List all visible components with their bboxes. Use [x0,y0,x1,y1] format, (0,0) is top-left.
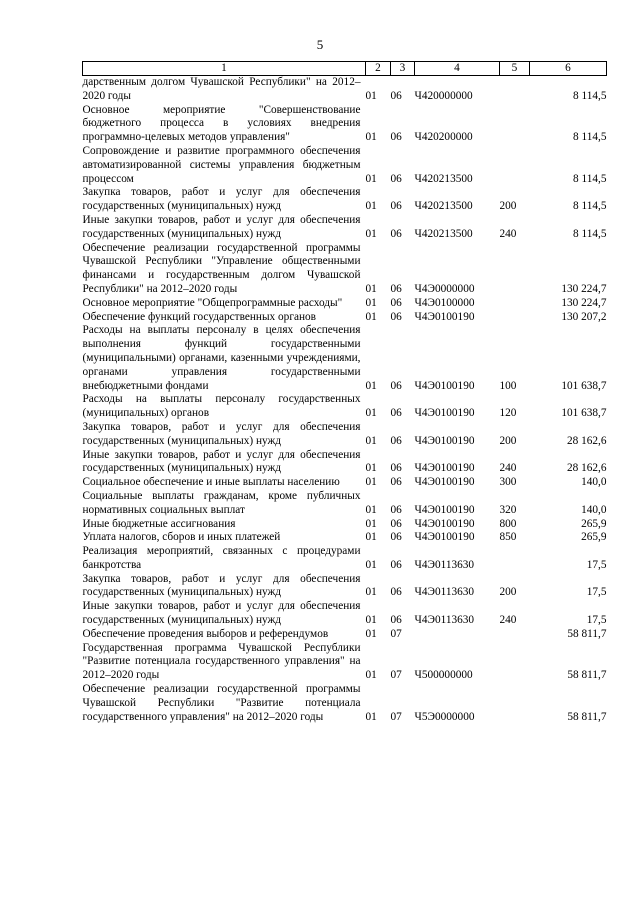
row-expense-type-cell: 850 [499,531,517,544]
row-expense-type-cell: 240 [499,614,517,627]
row-amount-cell: 8 114,5 [573,227,607,240]
row-amount-cell: 265,9 [581,517,607,530]
row-expense-type-cell: 200 [499,586,517,599]
row-target-code-cell: Ч4Э0100190 [414,379,475,392]
header-cell: 3 [391,62,415,76]
row-section-cell: 01 [365,172,377,185]
row-section-cell: 01 [365,89,377,102]
row-subsection-cell: 06 [390,131,402,144]
row-section-cell: 01 [365,614,377,627]
row-expense-type-cell: 240 [499,227,517,240]
row-expense-type-cell: 200 [499,434,517,447]
table-row [83,421,607,449]
row-amount-cell: 8 114,5 [573,172,607,185]
table-row [83,311,607,325]
row-name-cell: Закупка товаров, работ и услуг для обеспечения государственных (муниципальных) нужд [82,420,361,447]
row-target-code-cell: Ч4Э0100190 [414,310,475,323]
row-name-cell: Закупка товаров, работ и услуг для обеспечения государственных (муниципальных) нужд [82,572,361,599]
table-row [83,214,607,242]
table-row [83,449,607,477]
row-target-code-cell: Ч4Э0100000 [414,296,475,309]
row-expense-type-cell: 300 [499,476,517,489]
row-subsection-cell: 06 [390,227,402,240]
row-subsection-cell: 06 [390,558,402,571]
row-section-cell: 01 [365,200,377,213]
row-amount-cell: 8 114,5 [573,200,607,213]
row-target-code-cell: Ч4Э0100190 [414,462,475,475]
row-target-code-cell [415,628,500,642]
row-amount-cell: 140,0 [581,503,607,516]
table-row [83,531,607,545]
row-target-code-cell: Ч4Э0113630 [414,586,475,599]
row-amount-cell: 130 224,7 [561,296,607,309]
row-name-cell: дарственным долгом Чувашской Республики" на 2012–2020 годы [82,76,361,102]
row-target-code-cell: Ч420000000 [414,89,473,102]
row-amount-cell: 28 162,6 [566,434,607,447]
row-section-cell: 01 [365,296,377,309]
page-number: 5 [316,37,324,52]
row-name-cell: Государственная программа Чувашской Республики "Развитие потенциала государственного управления" на 2012–2020 годы [82,641,361,682]
row-name-cell: Иные бюджетные ассигнования [82,517,236,530]
row-expense-type-cell [500,311,530,325]
row-name-cell: Обеспечение реализации государственной программы Чувашской Республики "Развитие потенциала государственного управления" на 2012–2020 годы [82,683,361,723]
row-section-cell: 01 [365,558,377,571]
row-section-cell: 01 [365,282,377,295]
row-name-cell: Обеспечение функций государственных органов [82,310,317,323]
row-name-cell: Реализация мероприятий, связанных с процедурами банкротства [82,545,361,571]
row-subsection-cell: 06 [390,531,402,544]
row-amount-cell: 17,5 [586,614,607,627]
row-subsection-cell: 06 [390,503,402,516]
row-target-code-cell: Ч4Э0100190 [414,407,475,420]
row-expense-type-cell: 320 [499,503,517,516]
row-target-code-cell: Ч4Э0100190 [414,476,475,489]
row-target-code-cell: Ч4Э0113630 [414,558,475,571]
table-row [83,104,607,145]
row-section-cell: 01 [365,710,377,723]
header-cell: 2 [366,62,391,76]
row-target-code-cell: Ч4Э0113630 [414,614,475,627]
row-name-cell: Обеспечение реализации государственной программы Чувашской Республики "Управление общественными финансами и государственным долгом Чувашской Республики" на 2012–2020 годы [82,241,361,295]
row-subsection-cell: 06 [390,379,402,392]
row-amount-cell: 265,9 [581,531,607,544]
row-section-cell: 01 [365,503,377,516]
row-expense-type-cell [500,297,530,311]
header-cell: 6 [530,62,607,76]
row-section-cell: 01 [365,462,377,475]
row-section-cell: 01 [365,407,377,420]
table-row [83,545,607,573]
row-target-code-cell: Ч420213500 [414,227,473,240]
row-name-cell: Иные закупки товаров, работ и услуг для обеспечения государственных (муниципальных) нужд [82,448,361,475]
row-expense-type-cell [500,76,530,104]
row-name-cell: Расходы на выплаты персоналу в целях обеспечения выполнения функций государственными (муниципальными) органами, казенными учреждениями, органами управления государственными внебюджетными фондами [82,324,361,392]
row-target-code-cell: Ч4Э0100190 [414,531,475,544]
row-amount-cell: 130 207,2 [561,310,607,323]
table-row [83,683,607,724]
row-subsection-cell: 07 [390,710,402,723]
row-subsection-cell: 06 [390,476,402,489]
row-name-cell: Основное мероприятие "Совершенствование бюджетного процесса в условиях внедрения программно-целевых методов управления" [82,103,361,144]
table-row [83,242,607,297]
row-subsection-cell: 07 [390,669,402,682]
header-cell: 1 [83,62,366,76]
row-subsection-cell: 06 [390,200,402,213]
row-target-code-cell: Ч420200000 [414,131,473,144]
row-name-cell: Закупка товаров, работ и услуг для обеспечения государственных (муниципальных) нужд [82,186,361,213]
row-amount-cell: 17,5 [586,586,607,599]
row-expense-type-cell [500,104,530,145]
row-expense-type-cell: 800 [499,517,517,530]
table-row [83,76,607,104]
row-amount-cell: 58 811,7 [567,669,607,682]
row-section-cell: 01 [365,476,377,489]
row-target-code-cell: Ч4Э0100190 [414,503,475,516]
row-name-cell: Сопровождение и развитие программного обеспечения автоматизированной системы управления бюджетным процессом [82,144,361,185]
row-section-cell: 01 [365,531,377,544]
row-section-cell: 01 [365,434,377,447]
row-subsection-cell: 06 [390,586,402,599]
row-target-code-cell: Ч4Э0100190 [414,517,475,530]
table-row [83,642,607,683]
row-subsection-cell: 06 [390,296,402,309]
row-section-cell: 01 [365,310,377,323]
row-section-cell: 01 [365,517,377,530]
row-name-cell: Иные закупки товаров, работ и услуг для обеспечения государственных (муниципальных) нужд [82,213,361,240]
table-header-row [83,62,607,76]
row-name-cell: Социальное обеспечение и иные выплаты населению [82,476,340,489]
table-row [83,393,607,421]
budget-table [82,61,607,724]
row-target-code-cell: Ч4Э0000000 [414,282,475,295]
row-expense-type-cell [500,145,530,186]
row-section-cell: 01 [365,627,377,640]
row-amount-cell: 101 638,7 [561,407,607,420]
table-row [83,628,607,642]
row-name-cell: Основное мероприятие "Общепрограммные расходы" [82,296,343,309]
row-subsection-cell: 06 [390,614,402,627]
header-cell: 4 [415,62,500,76]
row-expense-type-cell: 120 [499,407,517,420]
row-target-code-cell: Ч5Э0000000 [414,710,475,723]
table-row [83,324,607,393]
row-name-cell: Иные закупки товаров, работ и услуг для обеспечения государственных (муниципальных) нужд [82,600,361,627]
header-cell: 5 [500,62,530,76]
row-subsection-cell: 07 [390,627,402,640]
row-subsection-cell: 06 [390,282,402,295]
row-expense-type-cell [500,242,530,297]
row-name-cell: Социальные выплаты гражданам, кроме публичных нормативных социальных выплат [82,489,361,516]
row-expense-type-cell [500,545,530,573]
table-row [83,186,607,214]
row-name-cell: Расходы на выплаты персоналу государственных (муниципальных) органов [82,393,361,420]
table-body [83,76,607,725]
row-section-cell: 01 [365,669,377,682]
row-amount-cell: 140,0 [581,476,607,489]
table-row [83,518,607,532]
row-expense-type-cell [500,642,530,683]
row-subsection-cell: 06 [390,434,402,447]
row-expense-type-cell [500,683,530,724]
row-amount-cell: 101 638,7 [561,379,607,392]
table-row [83,600,607,628]
row-expense-type-cell: 240 [499,462,517,475]
row-amount-cell: 8 114,5 [573,89,607,102]
table-row [83,145,607,186]
row-section-cell: 01 [365,227,377,240]
table-row [83,476,607,490]
table-row [83,297,607,311]
row-target-code-cell: Ч4Э0100190 [414,434,475,447]
row-amount-cell: 28 162,6 [566,462,607,475]
row-subsection-cell: 06 [390,407,402,420]
row-amount-cell: 8 114,5 [573,131,607,144]
row-target-code-cell: Ч420213500 [414,172,473,185]
row-amount-cell: 58 811,7 [567,710,607,723]
row-amount-cell: 130 224,7 [561,282,607,295]
table-row [83,490,607,518]
row-subsection-cell: 06 [390,310,402,323]
row-subsection-cell: 06 [390,89,402,102]
row-subsection-cell: 06 [390,462,402,475]
row-target-code-cell: Ч420213500 [414,200,473,213]
row-target-code-cell: Ч500000000 [414,669,473,682]
table-row [83,573,607,601]
row-expense-type-cell: 100 [499,379,517,392]
row-section-cell: 01 [365,379,377,392]
row-name-cell: Уплата налогов, сборов и иных платежей [82,531,281,544]
row-expense-type-cell: 200 [499,200,517,213]
row-subsection-cell: 06 [390,517,402,530]
row-amount-cell: 17,5 [586,558,607,571]
row-section-cell: 01 [365,586,377,599]
row-name-cell: Обеспечение проведения выборов и референдумов [82,627,329,640]
row-expense-type-cell [500,628,530,642]
row-subsection-cell: 06 [390,172,402,185]
row-amount-cell: 58 811,7 [567,627,607,640]
row-section-cell: 01 [365,131,377,144]
